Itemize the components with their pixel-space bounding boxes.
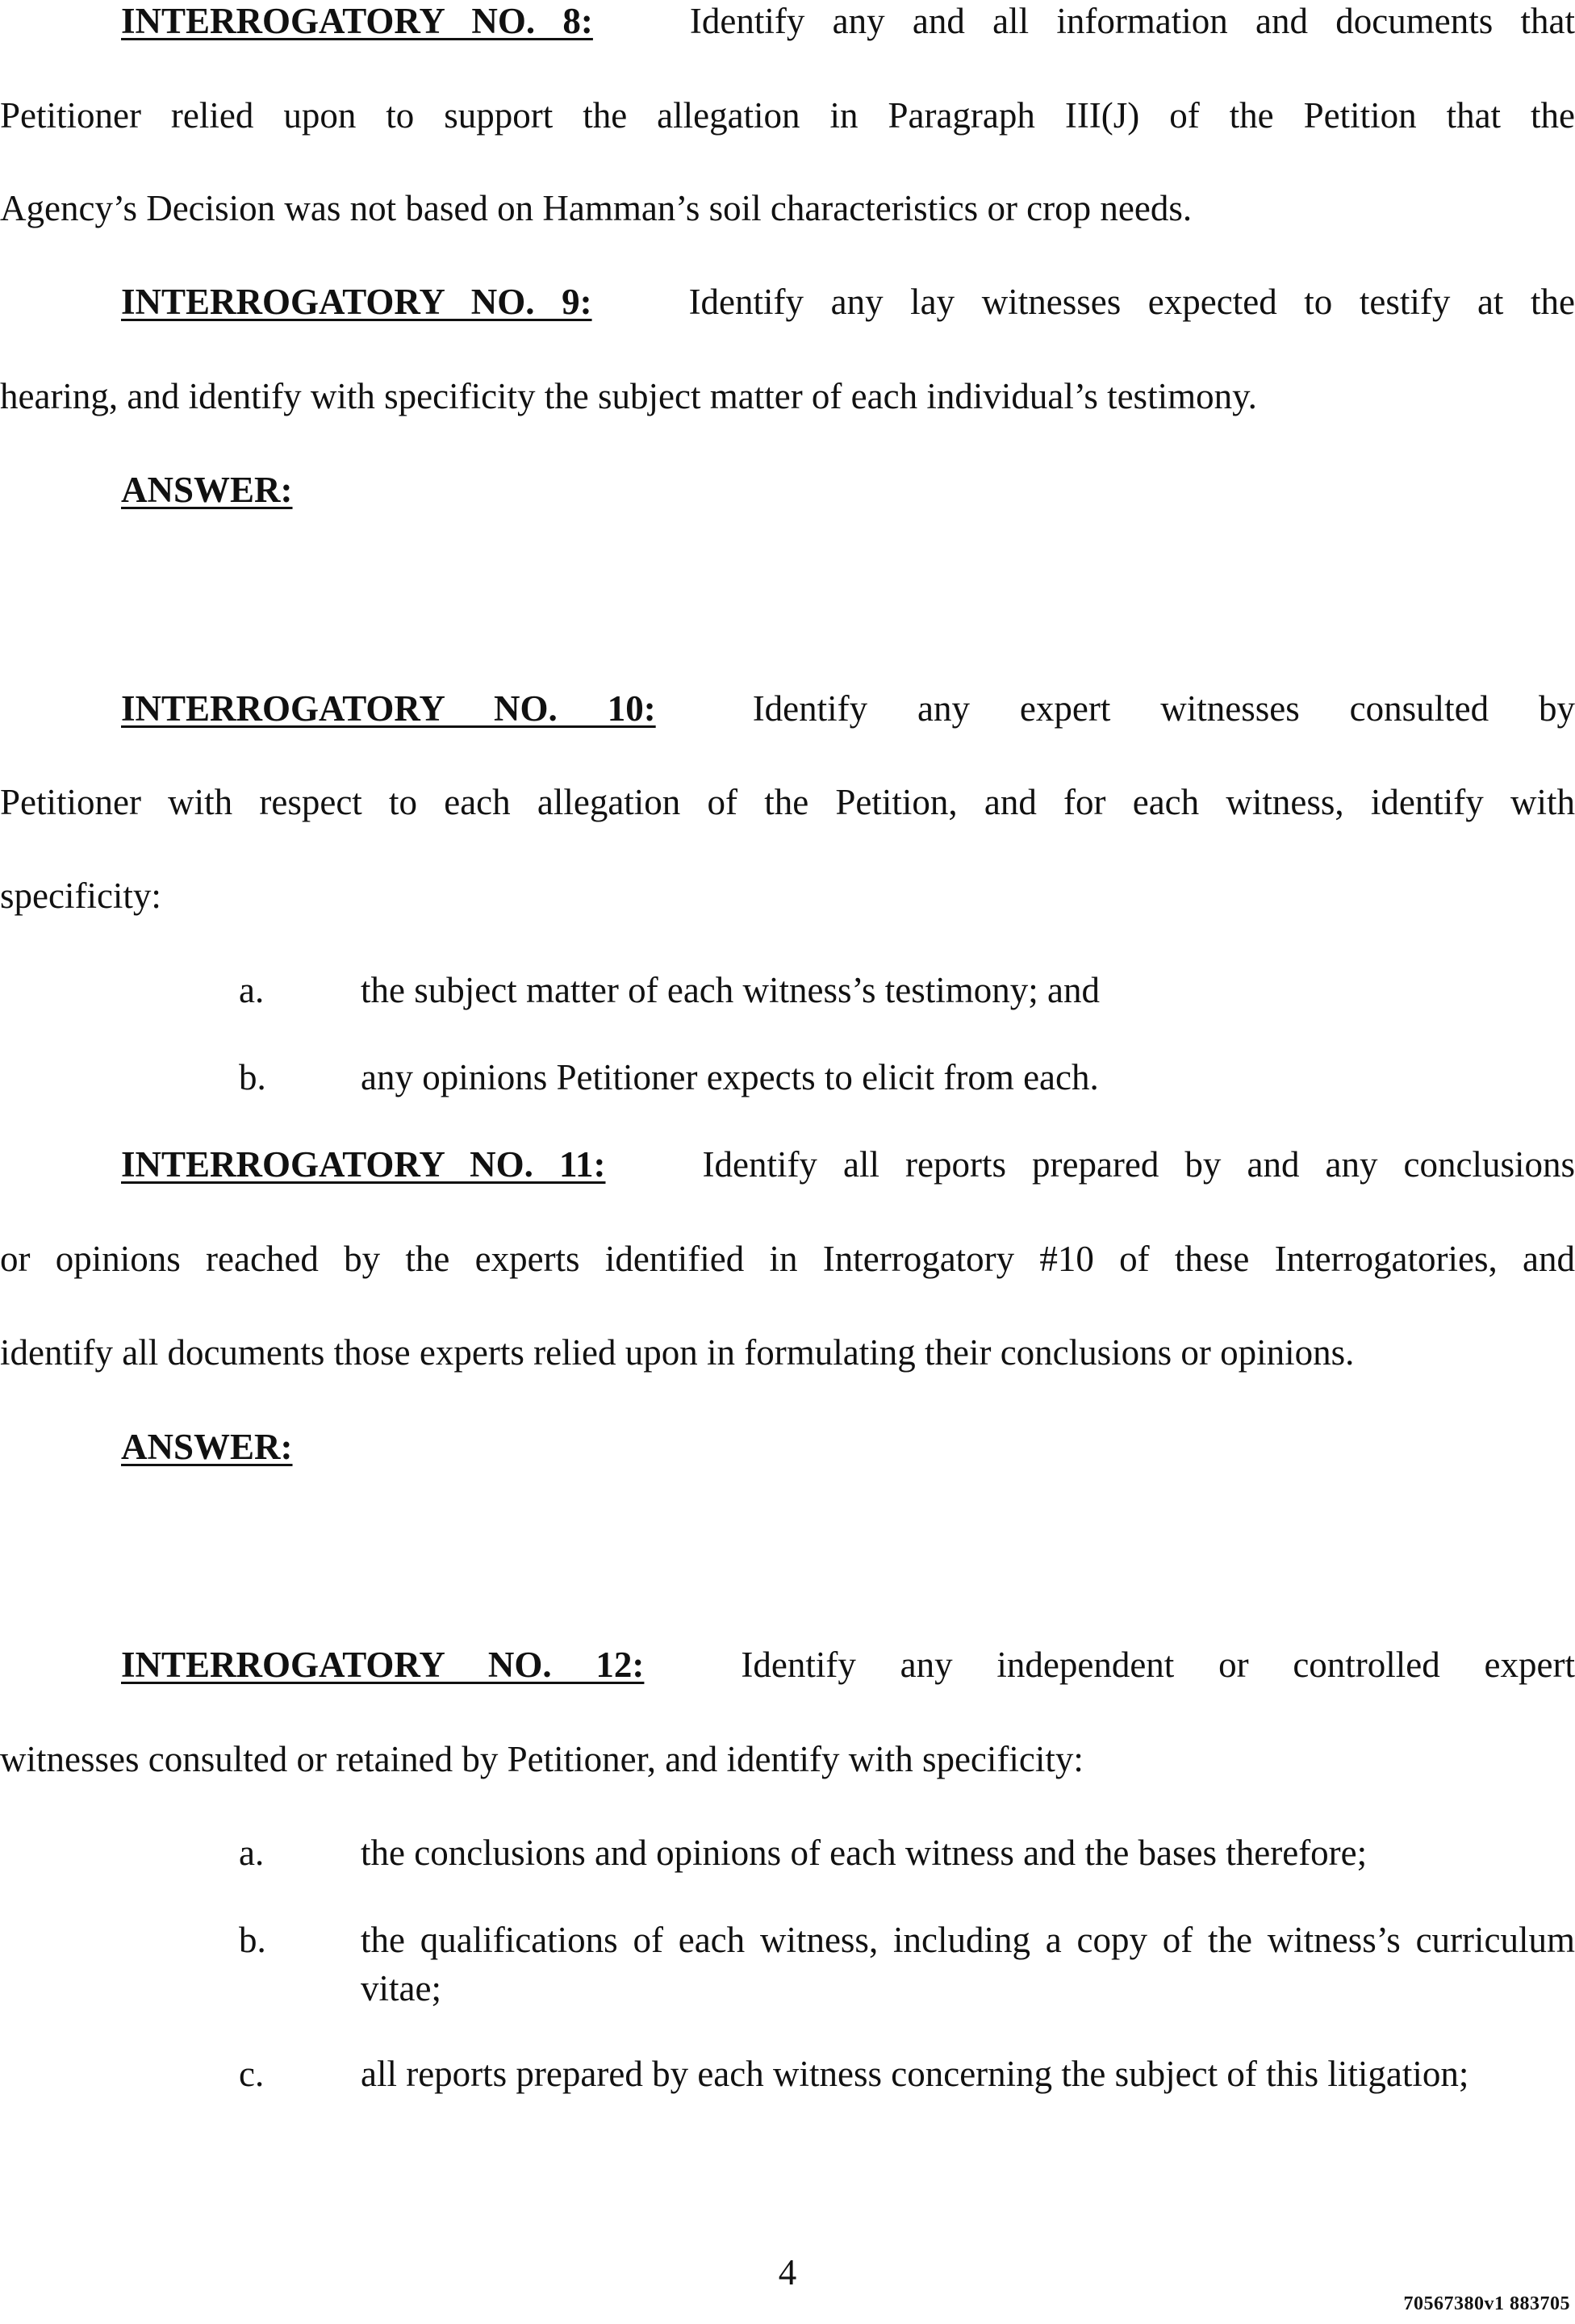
interrogatory-11-first-line (0, 1140, 1575, 1189)
interrogatory-10-line-3: specificity: (0, 876, 161, 916)
interrogatory-12-text: Identify any independent or controlled expert (741, 1645, 1575, 1685)
interrogatory-12-first-line (0, 1641, 1575, 1689)
interrogatory-11-answer-label: ANSWER: (121, 1427, 293, 1467)
interrogatory-12-heading: INTERROGATORY NO. 12: (121, 1645, 645, 1685)
item-text: the conclusions and opinions of each witness and the bases therefore; (361, 1833, 1368, 1873)
interrogatory-9-text: Identify any lay witnesses expected to testify at the (688, 282, 1575, 322)
interrogatory-8-line-3: Agency’s Decision was not based on Hamman’s soil characteristics or crop needs. (0, 188, 1193, 228)
interrogatory-9-answer-label: ANSWER: (121, 470, 293, 510)
interrogatory-10-first-line (0, 684, 1575, 733)
interrogatory-11-line-2: or opinions reached by the experts identified in Interrogatory #10 of these Interrogatories, and (0, 1239, 1575, 1279)
interrogatory-11-line-3: identify all documents those experts relied upon in formulating their conclusions or opinions. (0, 1332, 1355, 1373)
item-text: the subject matter of each witness’s testimony; and (361, 970, 1101, 1010)
item-letter: c. (239, 2054, 265, 2094)
item-text: any opinions Petitioner expects to elicit from each. (361, 1057, 1099, 1097)
interrogatory-10-line-2: Petitioner with respect to each allegation of the Petition, and for each witness, identify with (0, 782, 1575, 822)
interrogatory-9-first-line (0, 278, 1575, 326)
interrogatory-9-heading: INTERROGATORY NO. 9: (121, 282, 592, 322)
interrogatory-11-text: Identify all reports prepared by and any conclusions (702, 1144, 1575, 1185)
interrogatory-8-text: Identify any and all information and documents that (689, 1, 1575, 41)
interrogatory-11-heading: INTERROGATORY NO. 11: (121, 1144, 606, 1185)
page-number: 4 (778, 2252, 797, 2293)
item-letter: a. (239, 1833, 265, 1873)
item-letter: a. (239, 970, 265, 1010)
interrogatory-10-heading: INTERROGATORY NO. 10: (121, 688, 656, 729)
item-letter: b. (239, 1920, 266, 1960)
interrogatory-8-line-2: Petitioner relied upon to support the allegation in Paragraph III(J) of the Petition that the (0, 95, 1575, 136)
item-text: the qualifications of each witness, including a copy of the witness’s curriculum vitae; (361, 1920, 1575, 2008)
interrogatory-9-line-2: hearing, and identify with specificity the subject matter of each individual’s testimony. (0, 376, 1257, 416)
interrogatory-12-line-2: witnesses consulted or retained by Petitioner, and identify with specificity: (0, 1739, 1084, 1779)
interrogatory-8-first-line (0, 0, 1575, 45)
document-id: 70567380v1 883705 (1403, 2293, 1570, 2314)
item-text: all reports prepared by each witness concerning the subject of this litigation; (361, 2054, 1469, 2094)
interrogatory-10-text: Identify any expert witnesses consulted by (752, 688, 1575, 729)
interrogatory-8-heading: INTERROGATORY NO. 8: (121, 1, 593, 41)
item-letter: b. (239, 1057, 266, 1097)
